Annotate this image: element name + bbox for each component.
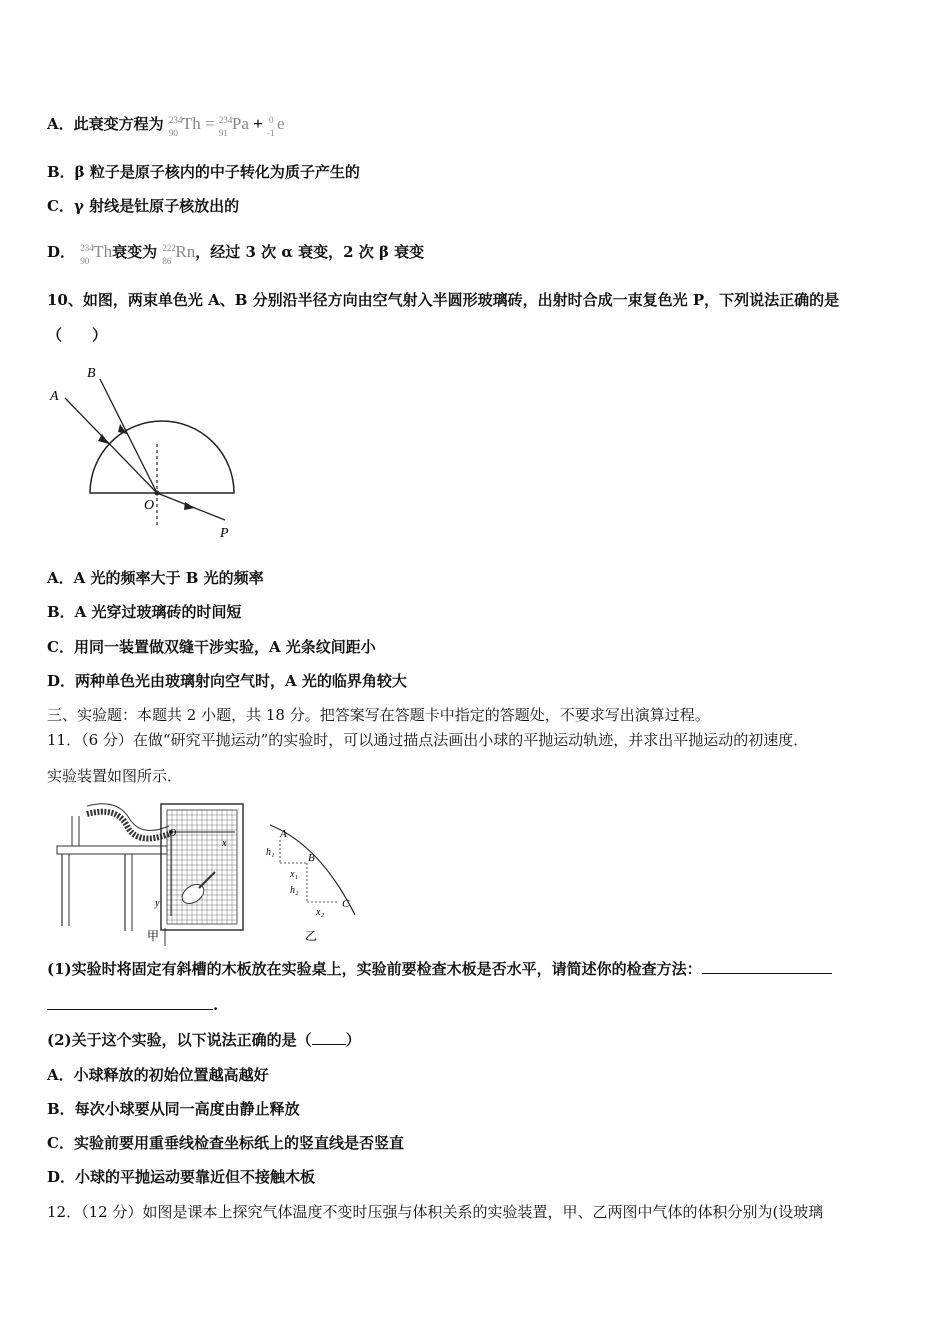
q9-thorium-nuclide: 234 90 Th bbox=[80, 242, 113, 266]
point-o bbox=[155, 491, 160, 496]
arrow-p bbox=[184, 502, 195, 510]
q12-stem: 12．（12 分）如图是课本上探究气体温度不变时压强与体积关系的实验装置，甲、乙两图中气体的体积分别为(设玻璃 bbox=[47, 1203, 824, 1221]
q10-answer-bracket: （ ） bbox=[47, 326, 108, 344]
ray-a bbox=[65, 398, 157, 493]
label-a: A bbox=[50, 389, 59, 404]
q10-semicircle-figure bbox=[45, 362, 245, 542]
label-x2: x₂ bbox=[316, 907, 324, 918]
q9-option-a: A．此衰变方程为 234 90 Th = 234 91 Pa + 0 -1 e bbox=[47, 114, 285, 138]
answer-blank-1[interactable] bbox=[702, 959, 832, 974]
q11-figure-trajectory bbox=[260, 815, 370, 945]
q11-option-d: D．小球的平抛运动要靠近但不接触木板 bbox=[47, 1168, 316, 1186]
q11-stem: 11．（6 分）在做“研究平抛运动”的实验时，可以通过描点法画出小球的平抛运动轨迹，并求出平抛运动的初速度． bbox=[47, 731, 809, 749]
q10-option-b: B．A 光穿过玻璃砖的时间短 bbox=[47, 603, 242, 621]
section-3-heading: 三、实验题：本题共 2 小题，共 18 分。把答案写在答题卡中指定的答题处，不要求写出演算过程。 bbox=[47, 706, 710, 724]
q10-option-c: C．用同一装置做双缝干涉实验，A 光条纹间距小 bbox=[47, 638, 376, 656]
label-y: y bbox=[155, 898, 160, 909]
q10-option-a: A．A 光的频率大于 B 光的频率 bbox=[47, 569, 264, 587]
q11-sub1-continued: . bbox=[47, 995, 218, 1015]
q11-figure-apparatus bbox=[47, 796, 247, 956]
label-a: A bbox=[280, 828, 287, 840]
q10-stem: 10、如图，两束单色光 A、B 分别沿半径方向由空气射入半圆形玻璃砖，出射时合成一束复色光 P，下列说法正确的是 bbox=[47, 291, 840, 309]
label-o: O bbox=[169, 828, 177, 839]
ray-b bbox=[100, 379, 157, 493]
label-o: O bbox=[144, 498, 155, 513]
label-h2: h₂ bbox=[290, 885, 299, 896]
q9-option-d: D． 234 90 Th衰变为 222 86 Rn，经过 3 次 α 衰变，2 次 β 衰变 bbox=[47, 242, 425, 266]
label-b: B bbox=[87, 366, 96, 381]
label-x: x bbox=[222, 838, 227, 849]
q11-sub1: (1)实验时将固定有斜槽的木板放在实验桌上，实验前要检查木板是否水平，请简述你的检查方法： bbox=[47, 959, 832, 979]
q9-radon-nuclide: 222 86 Rn bbox=[162, 242, 196, 266]
answer-blank-1b[interactable] bbox=[47, 995, 213, 1010]
label-c: C bbox=[342, 898, 350, 910]
label-h1: h₁ bbox=[266, 847, 275, 858]
arrow-a bbox=[98, 434, 109, 444]
label-p: P bbox=[220, 526, 229, 541]
q9-option-c: C．γ 射线是钍原子核放出的 bbox=[47, 197, 240, 215]
q11-stem-2: 实验装置如图所示． bbox=[47, 767, 183, 785]
label-jia: 甲 bbox=[147, 929, 160, 943]
q9-option-b: B．β 粒子是原子核内的中子转化为质子产生的 bbox=[47, 163, 360, 181]
q11-option-a: A．小球释放的初始位置越高越好 bbox=[47, 1066, 269, 1084]
glass-semicircle bbox=[90, 421, 234, 493]
q9-decay-equation: 234 90 Th = 234 91 Pa + 0 -1 e bbox=[168, 114, 285, 138]
label-x1: x₁ bbox=[290, 869, 298, 880]
q10-option-d: D．两种单色光由玻璃射向空气时，A 光的临界角较大 bbox=[47, 672, 407, 690]
q11-sub2: (2)关于这个实验，以下说法正确的是（ ） bbox=[47, 1031, 361, 1049]
label-yi: 乙 bbox=[305, 929, 318, 943]
answer-blank-2[interactable] bbox=[312, 1030, 346, 1045]
label-b: B bbox=[308, 852, 315, 864]
q11-option-b: B．每次小球要从同一高度由静止释放 bbox=[47, 1100, 300, 1118]
q11-option-c: C．实验前要用重垂线检查坐标纸上的竖直线是否竖直 bbox=[47, 1134, 404, 1152]
